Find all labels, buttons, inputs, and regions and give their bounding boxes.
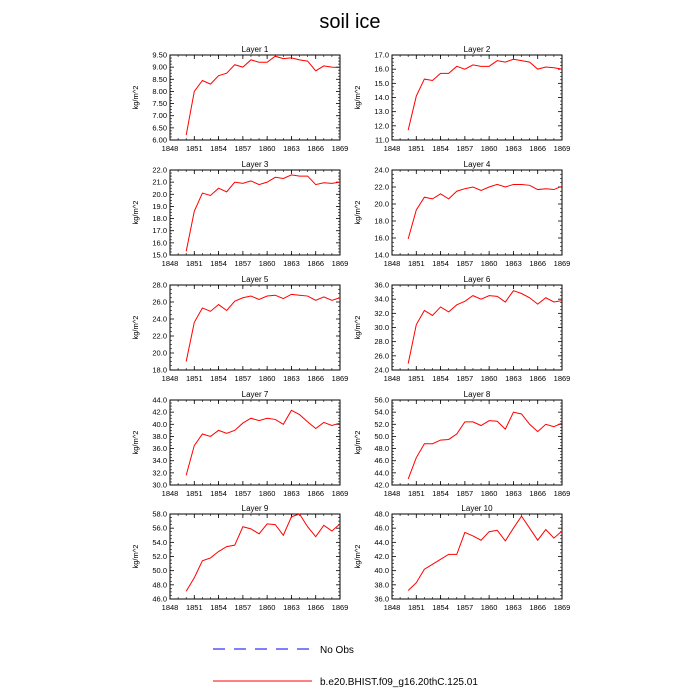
x-tick-label: 1869 [553, 489, 571, 498]
y-tick-label: 30.0 [152, 480, 167, 490]
y-tick-label: 44.0 [374, 537, 389, 547]
plot-frame [170, 400, 340, 485]
y-tick-label: 13.0 [374, 107, 389, 117]
y-tick-label: 26.0 [152, 297, 167, 307]
panel-layer-7 [131, 390, 348, 498]
x-tick-label: 1848 [161, 603, 179, 612]
series-line [408, 516, 562, 590]
x-tick-label: 1854 [210, 144, 227, 153]
legend-no-obs-label: No Obs [320, 645, 354, 656]
x-tick-label: 1854 [210, 374, 227, 383]
y-axis-label: kg/m^2 [131, 315, 140, 340]
x-tick-label: 1869 [553, 259, 571, 268]
y-tick-label: 26.0 [374, 351, 389, 361]
x-tick-label: 1863 [505, 603, 522, 612]
panel-layer-5 [131, 275, 348, 383]
x-tick-label: 1869 [331, 603, 349, 612]
panel-title: Layer 4 [463, 160, 491, 169]
series-line [408, 412, 562, 479]
x-tick-label: 1857 [456, 144, 474, 153]
x-tick-label: 1860 [258, 489, 276, 498]
y-tick-label: 24.0 [152, 314, 167, 324]
y-tick-label: 18.0 [152, 365, 167, 375]
y-tick-label: 7.50 [152, 99, 167, 109]
legend-model-label: b.e20.BHIST.f09_g16.20thC.125.01 [320, 677, 478, 688]
y-tick-label: 9.00 [152, 62, 167, 72]
x-tick-label: 1863 [505, 259, 522, 268]
x-tick-label: 1860 [480, 374, 498, 383]
y-tick-label: 46.0 [374, 523, 389, 533]
panel-layer-8 [353, 390, 570, 498]
x-tick-label: 1857 [234, 374, 252, 383]
figure-title: soil ice [319, 11, 381, 33]
y-tick-label: 22.0 [152, 331, 167, 341]
panel-layer-4 [353, 160, 570, 268]
panel-title: Layer 10 [461, 504, 493, 513]
x-tick-label: 1857 [456, 603, 474, 612]
y-tick-label: 22.0 [152, 165, 167, 175]
y-tick-label: 48.0 [152, 580, 167, 590]
series-line [408, 184, 562, 238]
x-tick-label: 1869 [331, 374, 349, 383]
y-tick-label: 16.0 [374, 233, 389, 243]
x-tick-label: 1854 [432, 603, 449, 612]
y-tick-label: 12.0 [374, 121, 389, 131]
x-tick-label: 1860 [480, 603, 498, 612]
y-tick-label: 20.0 [374, 199, 389, 209]
x-tick-label: 1866 [529, 374, 547, 383]
y-tick-label: 36.0 [152, 444, 167, 454]
x-tick-label: 1848 [383, 144, 401, 153]
x-tick-label: 1869 [553, 374, 571, 383]
x-tick-label: 1860 [258, 603, 276, 612]
x-tick-label: 1851 [407, 144, 425, 153]
x-tick-label: 1854 [432, 144, 449, 153]
y-tick-label: 8.00 [152, 86, 167, 96]
x-tick-label: 1863 [505, 374, 522, 383]
x-tick-label: 1854 [210, 489, 227, 498]
x-tick-label: 1869 [553, 603, 571, 612]
y-tick-label: 42.0 [152, 407, 167, 417]
x-tick-label: 1857 [456, 374, 474, 383]
y-tick-label: 8.50 [152, 74, 167, 84]
x-tick-label: 1863 [283, 603, 300, 612]
x-tick-label: 1866 [529, 259, 547, 268]
x-tick-label: 1863 [283, 489, 300, 498]
y-tick-label: 6.00 [152, 135, 167, 145]
y-tick-label: 11.0 [374, 135, 389, 145]
y-tick-label: 48.0 [374, 509, 389, 519]
panel-layer-1 [131, 45, 348, 153]
x-tick-label: 1851 [185, 489, 203, 498]
panel-title: Layer 8 [463, 390, 491, 399]
x-tick-label: 1866 [529, 489, 547, 498]
x-tick-label: 1863 [283, 374, 300, 383]
plot-frame [392, 400, 562, 485]
y-tick-label: 54.0 [152, 537, 167, 547]
y-axis-label: kg/m^2 [353, 430, 362, 455]
x-tick-label: 1848 [383, 259, 401, 268]
x-tick-label: 1863 [283, 259, 300, 268]
y-tick-label: 54.0 [374, 407, 389, 417]
series-line [408, 291, 562, 364]
y-tick-label: 36.0 [374, 594, 389, 604]
y-tick-label: 42.0 [374, 552, 389, 561]
x-tick-label: 1851 [407, 489, 425, 498]
y-tick-label: 48.0 [374, 444, 389, 454]
x-tick-label: 1857 [234, 489, 252, 498]
y-tick-label: 20.0 [152, 189, 167, 199]
x-tick-label: 1848 [383, 603, 401, 612]
panel-title: Layer 2 [463, 45, 491, 54]
x-tick-label: 1848 [383, 489, 401, 498]
y-tick-label: 17.0 [152, 226, 167, 236]
legend [213, 645, 478, 688]
x-tick-label: 1851 [185, 374, 203, 383]
x-tick-label: 1866 [307, 374, 325, 383]
panel-title: Layer 7 [241, 390, 269, 399]
x-tick-label: 1860 [480, 259, 498, 268]
y-tick-label: 15.0 [374, 78, 389, 88]
x-tick-label: 1866 [529, 144, 547, 153]
y-tick-label: 38.0 [152, 431, 167, 441]
x-tick-label: 1851 [185, 603, 203, 612]
y-tick-label: 56.0 [152, 523, 167, 533]
y-tick-label: 28.0 [374, 337, 389, 347]
plot-frame [170, 514, 340, 599]
x-tick-label: 1860 [480, 489, 498, 498]
series-line [186, 514, 340, 591]
y-tick-label: 32.0 [374, 308, 389, 318]
y-tick-label: 22.0 [374, 182, 389, 192]
y-tick-label: 18.0 [374, 216, 389, 226]
x-tick-label: 1866 [307, 603, 325, 612]
x-tick-label: 1854 [432, 374, 449, 383]
y-tick-label: 44.0 [152, 395, 167, 405]
plot-frame [392, 514, 562, 599]
x-tick-label: 1863 [505, 489, 522, 498]
x-tick-label: 1854 [210, 259, 227, 268]
panel-layer-6 [353, 275, 570, 383]
y-tick-label: 28.0 [152, 280, 167, 290]
panel-layer-3 [131, 160, 348, 268]
x-tick-label: 1848 [161, 374, 179, 383]
series-line [408, 59, 562, 130]
y-tick-label: 40.0 [374, 566, 389, 576]
x-tick-label: 1866 [307, 489, 325, 498]
plot-frame [170, 55, 340, 140]
x-tick-label: 1869 [553, 144, 571, 153]
series-line [186, 175, 340, 252]
x-tick-label: 1866 [529, 603, 547, 612]
x-tick-label: 1860 [258, 259, 276, 268]
y-tick-label: 52.0 [374, 419, 389, 429]
x-tick-label: 1854 [210, 603, 227, 612]
x-tick-label: 1863 [505, 144, 522, 153]
panel-title: Layer 3 [241, 160, 269, 169]
x-tick-label: 1851 [407, 603, 425, 612]
y-tick-label: 6.50 [152, 123, 167, 133]
y-tick-label: 9.50 [152, 50, 167, 60]
y-tick-label: 21.0 [152, 177, 167, 187]
y-tick-label: 18.0 [152, 214, 167, 224]
y-tick-label: 52.0 [152, 552, 167, 561]
y-tick-label: 50.0 [374, 431, 389, 441]
y-tick-label: 15.0 [152, 250, 167, 260]
y-tick-label: 30.0 [374, 323, 389, 332]
panel-title: Layer 1 [241, 45, 269, 54]
y-axis-label: kg/m^2 [353, 200, 362, 225]
panel-layer-10 [353, 504, 570, 612]
x-tick-label: 1866 [307, 259, 325, 268]
y-tick-label: 34.0 [374, 294, 389, 304]
x-tick-label: 1851 [185, 144, 203, 153]
panel-title: Layer 9 [241, 504, 269, 513]
x-tick-label: 1866 [307, 144, 325, 153]
y-tick-label: 16.0 [374, 64, 389, 74]
x-tick-label: 1851 [407, 259, 425, 268]
x-tick-label: 1857 [456, 489, 474, 498]
y-tick-label: 56.0 [374, 395, 389, 405]
x-tick-label: 1848 [161, 259, 179, 268]
y-tick-label: 20.0 [152, 348, 167, 358]
y-axis-label: kg/m^2 [131, 544, 140, 569]
series-line [186, 410, 340, 475]
panel-layer-9 [131, 504, 348, 612]
x-tick-label: 1848 [161, 144, 179, 153]
y-tick-label: 40.0 [152, 419, 167, 429]
y-axis-label: kg/m^2 [131, 85, 140, 110]
x-tick-label: 1857 [234, 144, 252, 153]
y-tick-label: 19.0 [152, 201, 167, 211]
y-tick-label: 24.0 [374, 365, 389, 375]
x-tick-label: 1854 [432, 489, 449, 498]
x-tick-label: 1848 [161, 489, 179, 498]
x-tick-label: 1857 [456, 259, 474, 268]
y-axis-label: kg/m^2 [353, 85, 362, 110]
x-tick-label: 1854 [432, 259, 449, 268]
x-tick-label: 1860 [258, 374, 276, 383]
y-tick-label: 44.0 [374, 468, 389, 478]
y-tick-label: 14.0 [374, 250, 389, 260]
x-tick-label: 1848 [383, 374, 401, 383]
y-tick-label: 58.0 [152, 509, 167, 519]
y-axis-label: kg/m^2 [131, 430, 140, 455]
y-axis-label: kg/m^2 [131, 200, 140, 225]
plot-frame [392, 170, 562, 255]
y-tick-label: 14.0 [374, 93, 389, 102]
panel-title: Layer 5 [241, 275, 269, 284]
panel-grid [131, 45, 570, 612]
y-tick-label: 32.0 [152, 468, 167, 478]
y-tick-label: 17.0 [374, 50, 389, 60]
series-line [186, 294, 340, 361]
x-tick-label: 1851 [407, 374, 425, 383]
x-tick-label: 1869 [331, 489, 349, 498]
y-axis-label: kg/m^2 [353, 544, 362, 569]
y-tick-label: 7.00 [152, 111, 167, 121]
y-tick-label: 46.0 [152, 594, 167, 604]
x-tick-label: 1857 [234, 603, 252, 612]
panel-layer-2 [353, 45, 570, 153]
y-tick-label: 16.0 [152, 238, 167, 248]
x-tick-label: 1851 [185, 259, 203, 268]
y-tick-label: 38.0 [374, 580, 389, 590]
y-tick-label: 46.0 [374, 456, 389, 466]
series-line [186, 56, 340, 135]
y-tick-label: 42.0 [374, 480, 389, 490]
y-tick-label: 34.0 [152, 456, 167, 466]
x-tick-label: 1863 [283, 144, 300, 153]
x-tick-label: 1860 [258, 144, 276, 153]
y-tick-label: 24.0 [374, 165, 389, 175]
y-tick-label: 50.0 [152, 566, 167, 576]
x-tick-label: 1860 [480, 144, 498, 153]
y-axis-label: kg/m^2 [353, 315, 362, 340]
x-tick-label: 1869 [331, 144, 349, 153]
x-tick-label: 1857 [234, 259, 252, 268]
panel-title: Layer 6 [463, 275, 491, 284]
x-tick-label: 1869 [331, 259, 349, 268]
y-tick-label: 36.0 [374, 280, 389, 290]
